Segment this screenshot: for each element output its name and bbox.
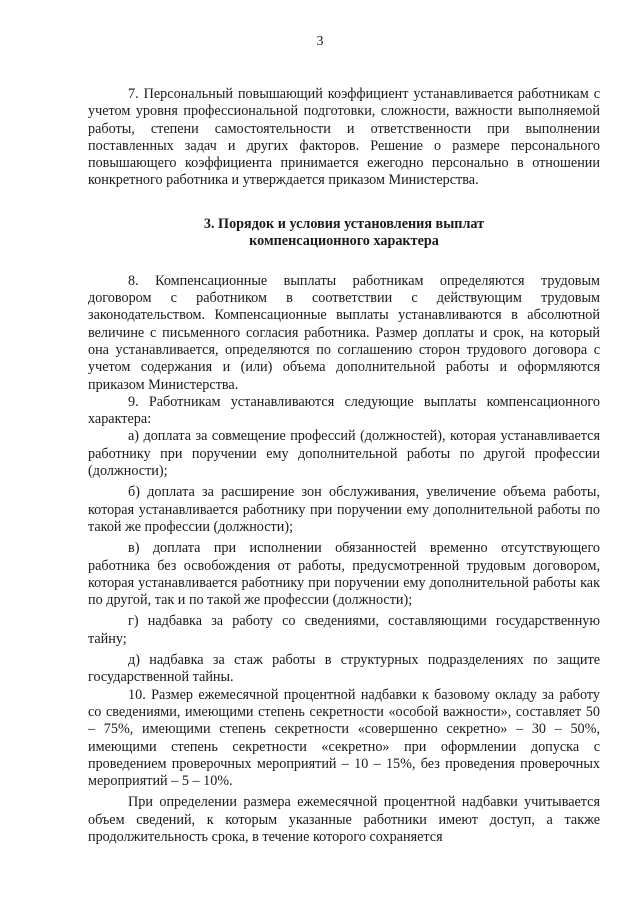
list-item-g: г) надбавка за работу со сведениями, составляющими государственную тайну; <box>88 613 600 647</box>
list-item-a: а) доплата за совмещение профессий (должностей), которая устанавливается работнику при поручении ему дополнительной работы по другой профессии (должности); <box>88 428 600 480</box>
section-heading <box>88 216 600 251</box>
page-number: 3 <box>316 34 324 49</box>
paragraph-10: 10. Размер ежемесячной процентной надбавки к базовому окладу за работу со сведениями, имеющими степень секретности «особой важности», составляет 50 – 75%, имеющими степень секретности «совершенно секретно» – 30 – 50%, имеющими степень секретности «секретно» при оформлении допуска с проведением проверочных мероприятий – 10 – 15%, без проведения проверочных мероприятий – 5 – 10%. <box>88 686 600 790</box>
list-item-v: в) доплата при исполнении обязанностей временно отсутствующего работника без освобождения от работы, предусмотренной трудовым договором, которая устанавливается работнику при поручении ему дополнительной работы как по другой, так и по такой же профессии (должности); <box>88 540 600 609</box>
section-heading-line-1: 3. Порядок и условия установления выплат <box>203 215 485 232</box>
paragraph-7: 7. Персональный повышающий коэффициент устанавливается работникам с учетом уровня профессиональной подготовки, сложности, важности выполняемой работы, степени самостоятельности и ответственности при выполнении поставленных задач и других факторов. Решение о размере персонального повышающего коэффициента принимается ежегодно персонально в отношении конкретного работника и утверждается приказом Министерства. <box>88 86 600 189</box>
document-body <box>88 86 600 846</box>
list-item-d: д) надбавка за стаж работы в структурных подразделениях по защите государственной тайны. <box>88 652 600 686</box>
list-item-b: б) доплата за расширение зон обслуживания, увеличение объема работы, которая устанавливается работнику при поручении ему дополнительной работы по такой же профессии (должности); <box>88 484 600 535</box>
paragraph-9: 9. Работникам устанавливаются следующие выплаты компенсационного характера: <box>88 393 600 428</box>
paragraph-11: При определении размера ежемесячной процентной надбавки учитывается объем сведений, к которым указанные работники имеют доступ, а также продолжительность срока, в течение которого сохраняется <box>88 794 600 845</box>
section-heading-line-2: компенсационного характера <box>249 233 439 250</box>
paragraph-8: 8. Компенсационные выплаты работникам определяются трудовым договором с работником в соответствии с действующим трудовым законодательством. Компенсационные выплаты устанавливаются в абсолютной величине с письменного согласия работника. Размер доплаты и срок, на который она устанавливается, определяются по соглашению сторон трудового договора с учетом содержания и (или) объема дополнительной работы и оформляются приказом Министерства. <box>88 272 600 393</box>
